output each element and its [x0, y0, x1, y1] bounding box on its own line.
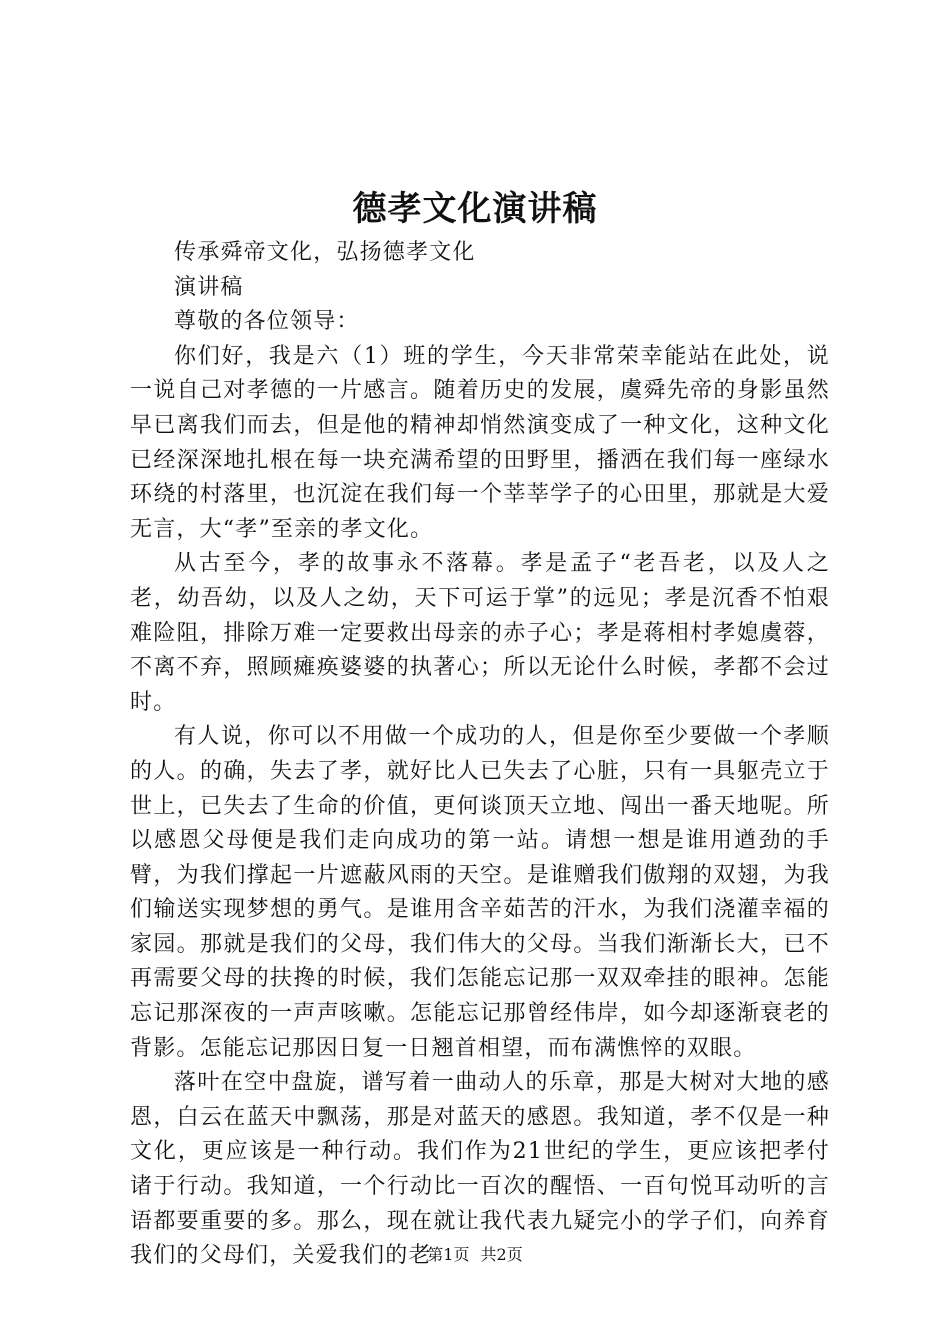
body-paragraph: 落叶在空中盘旋，谱写着一曲动人的乐章，那是大树对大地的感恩，白云在蓝天中飘荡，那是对蓝天的感恩。我知道，孝不仅是一种文化，更应该是一种行动。我们作为21世纪的学生，更应该把孝付诸于行动。我知道，一个行动比一百次的醒悟、一百句悦耳动听的言语都要重要的多。那么，现在就让我代表九疑完小的学子们，向养育我们的父母们，关爱我们的老: [130, 1070, 830, 1269]
body-paragraph: 从古至今，孝的故事永不落幕。孝是孟子“老吾老，以及人之老，幼吾幼，以及人之幼，天下可运于掌”的远见；孝是沉香不怕艰难险阻，排除万难一定要救出母亲的赤子心；孝是蒋相村孝媳虞蓉，不离不弃，照顾瘫痪婆婆的执著心；所以无论什么时候，孝都不会过时。: [130, 551, 830, 715]
page-number: 第1页: [427, 1245, 470, 1264]
speech-label: 演讲稿: [174, 274, 244, 300]
salutation: 尊敬的各位领导：: [174, 309, 360, 335]
body-paragraph: 你们好，我是六（1）班的学生，今天非常荣幸能站在此处，说一说自己对孝德的一片感言。随着历史的发展，虞舜先帝的身影虽然早已离我们而去，但是他的精神却悄然演变成了一种文化，这种文化已经深深地扎根在每一块充满希望的田野里，播洒在我们每一座绿水环绕的村落里，也沉淀在我们每一个莘莘学子的心田里，那就是大爱无言，大“孝”至亲的孝文化。: [130, 343, 830, 542]
body-paragraph: 有人说，你可以不用做一个成功的人，但是你至少要做一个孝顺的人。的确，失去了孝，就好比人已失去了心脏，只有一具躯壳立于世上，已失去了生命的价值，更何谈顶天立地、闯出一番天地呢。所以感恩父母便是我们走向成功的第一站。请想一想是谁用遒劲的手臂，为我们撑起一片遮蔽风雨的天空。是谁赠我们傲翔的双翅，为我们输送实现梦想的勇气。是谁用含辛茹苦的汗水，为我们浇灌幸福的家园。那就是我们的父母，我们伟大的父母。当我们渐渐长大，已不再需要父母的扶搀的时候，我们怎能忘记那一双双牵挂的眼神。怎能忘记那深夜的一声声咳嗽。怎能忘记那曾经伟岸，如今却逐渐衰老的背影。怎能忘记那因日复一日翘首相望，而布满憔悴的双眼。: [130, 724, 830, 1061]
subtitle-line: 传承舜帝文化，弘扬德孝文化: [174, 240, 476, 265]
page-footer: [0, 1245, 950, 1265]
document-body: [130, 236, 830, 1274]
page-total: 共2页: [480, 1245, 523, 1264]
document-title: 德孝文化演讲稿: [352, 189, 598, 229]
